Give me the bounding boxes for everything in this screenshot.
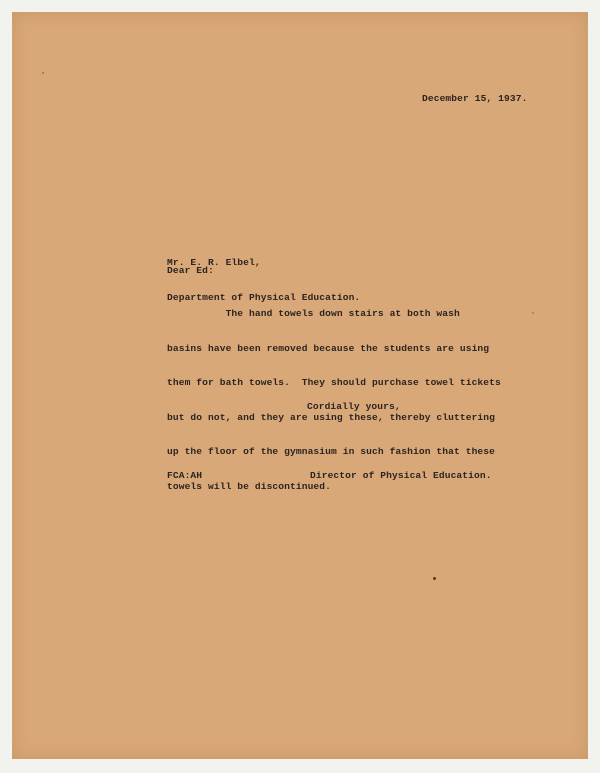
letter-sheet: [12, 12, 588, 759]
typist-initials: FCA:AH: [167, 470, 203, 481]
recipient-department: Department of Physical Education.: [167, 291, 361, 303]
letter-date: December 15, 1937.: [422, 93, 528, 104]
body-line: The hand towels down stairs at both wash: [167, 308, 460, 319]
signer-title: Director of Physical Education.: [310, 470, 492, 481]
salutation: Dear Ed:: [167, 265, 214, 276]
body-line: basins have been removed because the students are using: [167, 342, 490, 354]
paper-speck: [532, 312, 534, 314]
paper-speck: [42, 72, 44, 74]
body-line: them for bath towels. They should purchase towel tickets: [167, 377, 501, 388]
body-line: towels will be discontinued.: [167, 480, 332, 492]
paper-speck: [433, 577, 436, 580]
closing: Cordially yours,: [307, 401, 401, 412]
recipient-name: Mr. E. R. Elbel,: [167, 257, 261, 268]
body-line: up the floor of the gymnasium in such fashion that these: [167, 446, 496, 457]
body-line: but do not, and they are using these, thereby cluttering: [167, 411, 496, 423]
